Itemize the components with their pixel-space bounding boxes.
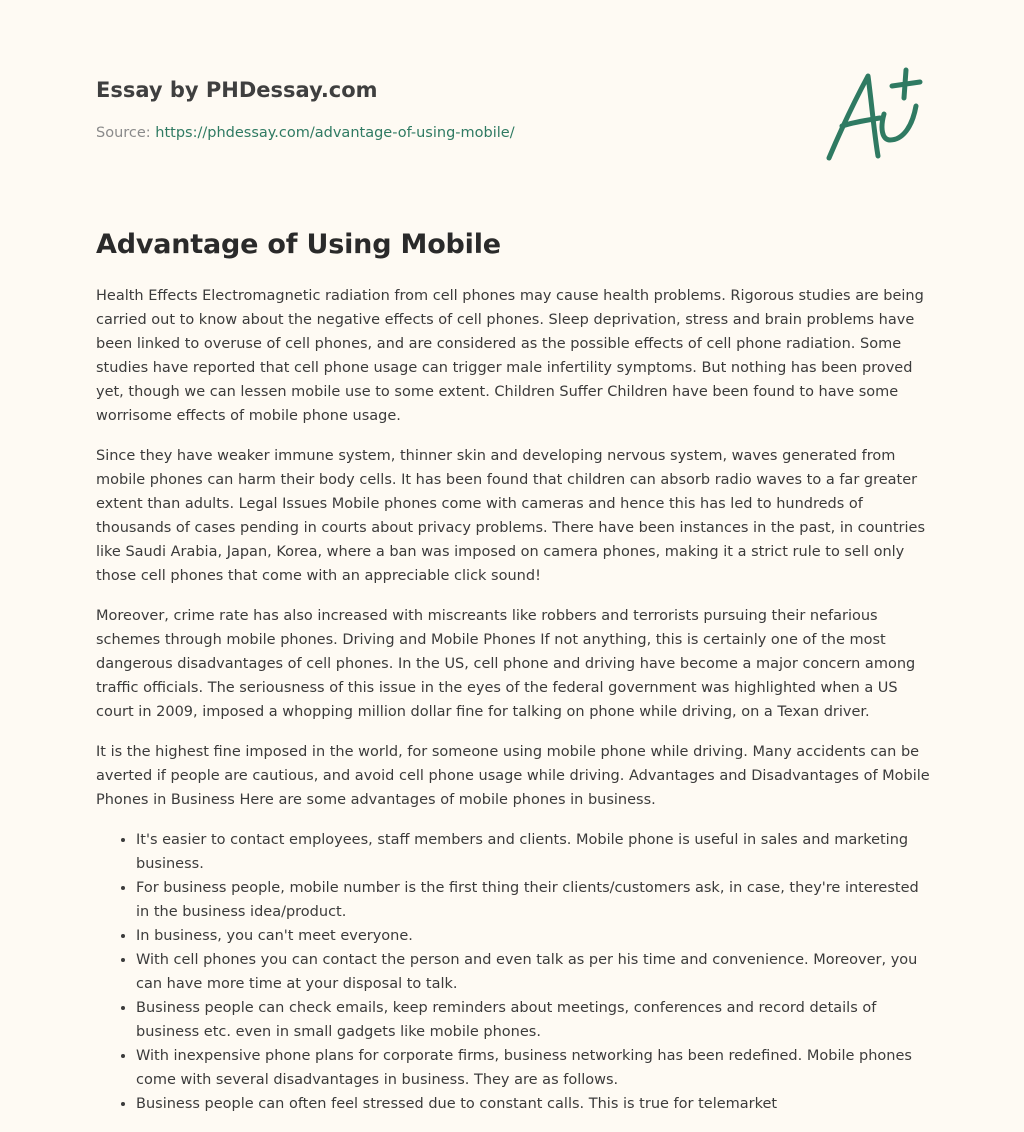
paragraph: Since they have weaker immune system, thinner skin and developing nervous system, waves generated from mobile phones can harm their body cells. It has been found that children can absorb radio waves to a far greater extent than adults. Legal Issues Mobile phones come with cameras and hence this has led to hundreds of thousands of cases pending in courts about privacy problems. There have been instances in the past, in countries like Saudi Arabia, Japan, Korea, where a ban was imposed on camera phones, making it a strict rule to sell only those cell phones that come with an appreciable click sound! — [96, 448, 926, 584]
paragraph: Moreover, crime rate has also increased with miscreants like robbers and terrorists pursuing their nefarious schemes through mobile phones. Driving and Mobile Phones If not anything, this is certainly one of the most dangerous disadvantages of cell phones. In the US, cell phone and driving have become a major concern among traffic officials. The seriousness of this issue in the eyes of the federal government was highlighted when a US court in 2009, imposed a whopping million dollar fine for talking on phone while driving, on a Texan driver. — [96, 608, 916, 720]
paragraph: Health Effects Electromagnetic radiation from cell phones may cause health problems. Rigorous studies are being carried out to know about the negative effects of cell phones. Sleep deprivation, stress and brain problems have been linked to overuse of cell phones, and are considered as the possible effects of cell phone radiation. Some studies have reported that cell phone usage can trigger male infertility symptoms. But nothing has been proved yet, though we can lessen mobile use to some extent. Children Suffer Children have been found to have some worrisome effects of mobile phone usage. — [96, 288, 924, 424]
list-item: • With cell phones you can contact the person and even talk as per his time and convenience. Moreover, you can have more time at your disposal to talk. — [136, 948, 932, 996]
page-header — [96, 76, 796, 143]
list-item: • Business people can check emails, keep reminders about meetings, conferences and record details of business etc. even in small gadgets like mobile phones. — [136, 996, 932, 1044]
source-line — [96, 123, 796, 143]
essay-body — [96, 284, 932, 1116]
list-item: • For business people, mobile number is the first thing their clients/customers ask, in case, they're interested in the business idea/product. — [136, 876, 932, 924]
a-plus-logo-icon — [822, 66, 926, 166]
paragraph: It is the highest fine imposed in the world, for someone using mobile phone while driving. Many accidents can be averted if people are cautious, and avoid cell phone usage while driving. Advantages and Disadvantages of Mobile Phones in Business Here are some advantages of mobile phones in business. — [96, 744, 930, 808]
list-item: • In business, you can't meet everyone. — [136, 924, 932, 948]
list-item: • It's easier to contact employees, staff members and clients. Mobile phone is useful in sales and marketing business. — [136, 828, 932, 876]
source-label: Source: — [96, 125, 156, 141]
brand-title: Essay by PHDessay.com — [96, 78, 378, 102]
source-link[interactable]: https://phdessay.com/advantage-of-using-mobile/ — [155, 125, 515, 141]
list-item: • Business people can often feel stressed due to constant calls. This is true for telemarket — [136, 1092, 932, 1116]
list-item: • With inexpensive phone plans for corporate firms, business networking has been redefined. Mobile phones come with several disadvantages in business. They are as follows. — [136, 1044, 932, 1092]
business-advantages-list — [96, 828, 932, 1116]
page-title: Advantage of Using Mobile — [96, 229, 501, 260]
